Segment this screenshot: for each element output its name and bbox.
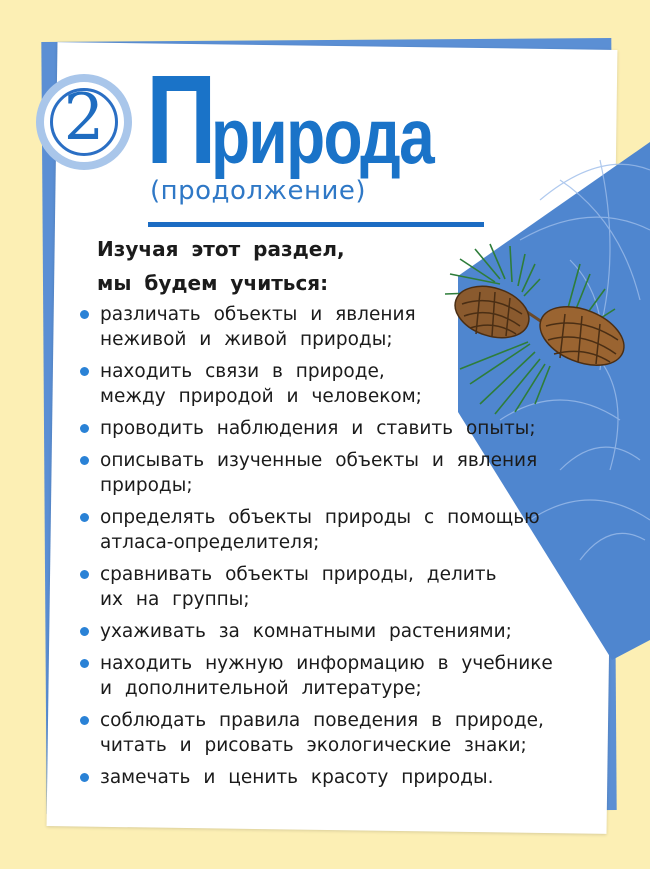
section-number-badge	[36, 74, 132, 170]
list-item: замечать и ценить красоту природы.	[80, 765, 600, 790]
list-item: проводить наблюдения и ставить опыты;	[80, 416, 600, 441]
bullet-icon	[80, 659, 89, 668]
list-item: различать объекты и явления неживой и живой природы;	[80, 302, 600, 352]
intro-line-1: Изучая этот раздел,	[97, 237, 345, 261]
bullet-icon	[80, 424, 89, 433]
bullet-icon	[80, 716, 89, 725]
skills-list	[80, 302, 600, 797]
page-title-initial: П	[146, 49, 216, 190]
list-item: ухаживать за комнатными растениями;	[80, 619, 600, 644]
section-number: 2	[63, 81, 105, 155]
list-item: находить нужную информацию в учебнике и дополнительной литературе;	[80, 651, 600, 701]
page-title-rest: рирода	[210, 92, 433, 180]
bullet-icon	[80, 773, 89, 782]
intro-line-2: мы будем учиться:	[97, 271, 329, 295]
page-subtitle: (продолжение)	[150, 176, 367, 206]
list-item: соблюдать правила поведения в природе, читать и рисовать экологические знаки;	[80, 708, 600, 758]
list-item: находить связи в природе, между природой и человеком;	[80, 359, 600, 409]
bullet-icon	[80, 367, 89, 376]
bullet-icon	[80, 310, 89, 319]
intro-text	[97, 232, 345, 300]
title-underline	[148, 222, 484, 227]
bullet-icon	[80, 570, 89, 579]
list-item: сравнивать объекты природы, делить их на группы;	[80, 562, 600, 612]
bullet-icon	[80, 627, 89, 636]
list-item: описывать изученные объекты и явления природы;	[80, 448, 600, 498]
list-item: определять объекты природы с помощью атласа-определителя;	[80, 505, 600, 555]
bullet-icon	[80, 456, 89, 465]
bullet-icon	[80, 513, 89, 522]
